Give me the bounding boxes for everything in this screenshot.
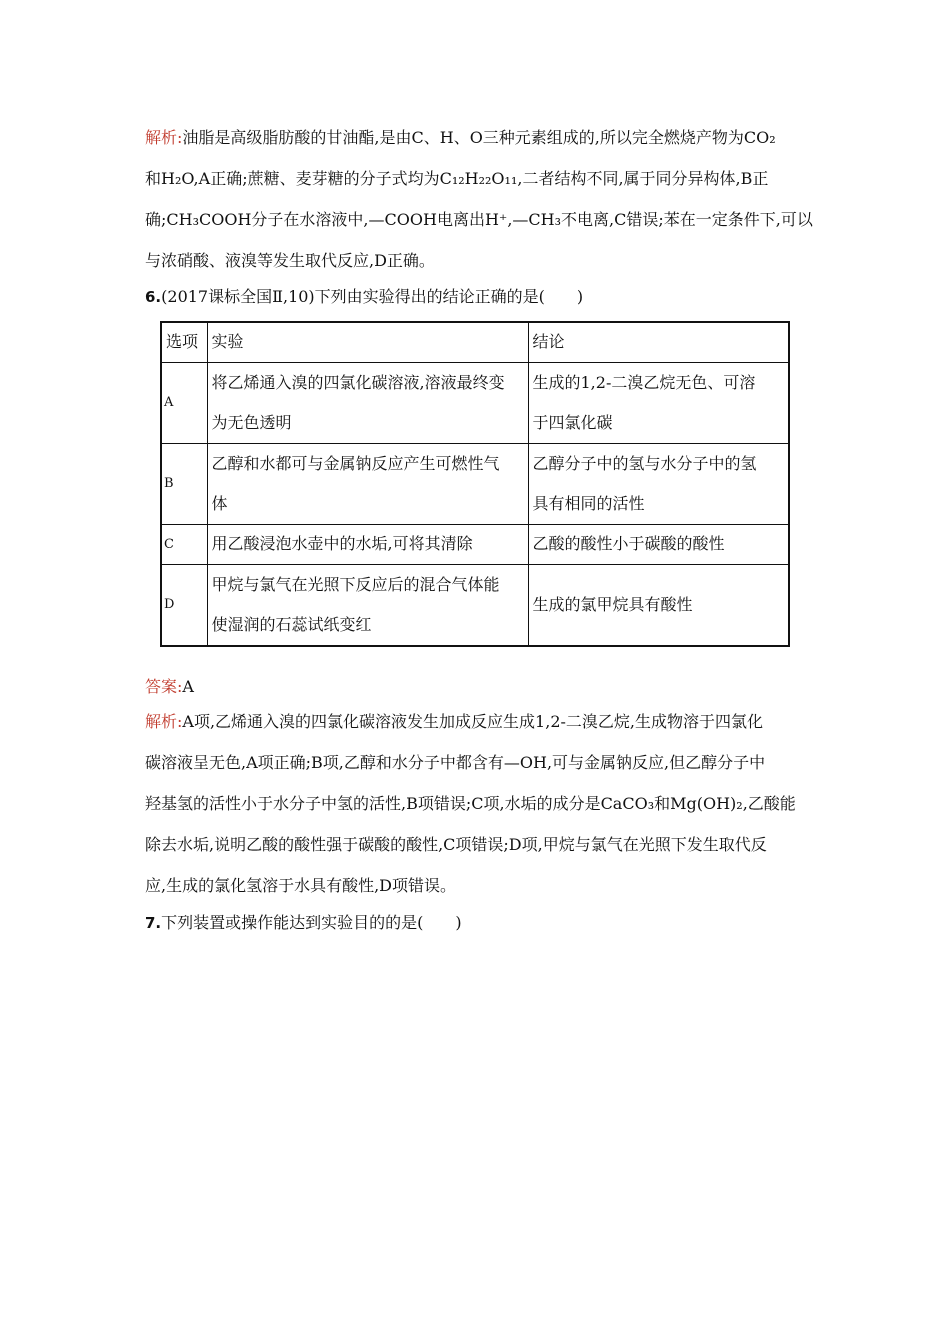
- analysis-6-line-5: 应,生成的氯化氢溶于水具有酸性,D项错误。: [145, 876, 457, 895]
- conclusion-cell: 生成的氯甲烷具有酸性: [528, 564, 789, 646]
- cell-line: 生成的1,2-二溴乙烷无色、可溶: [532, 372, 756, 392]
- analysis-6-line-4: 除去水垢,说明乙酸的酸性强于碳酸的酸性,C项错误;D项,甲烷与氯气在光照下发生取代反: [145, 835, 767, 854]
- table-row: [161, 443, 789, 524]
- cell-line: 具有相同的活性: [532, 493, 645, 513]
- analysis-label: 解析:: [145, 712, 183, 731]
- analysis-6-line-1: [145, 712, 763, 732]
- option-cell: D: [161, 564, 207, 646]
- experiment-cell: [207, 443, 528, 524]
- question-text: (2017课标全国Ⅱ,10)下列由实验得出的结论正确的是( ): [161, 287, 584, 306]
- header-conclusion: 结论: [528, 322, 789, 362]
- question-7: [145, 913, 462, 933]
- option-cell: C: [161, 524, 207, 564]
- conclusion-cell: [528, 362, 789, 443]
- cell-line: 为无色透明: [211, 412, 292, 432]
- analysis-5-line-3: 确;CH₃COOH分子在水溶液中,—COOH电离出H⁺,—CH₃不电离,C错误;苯在一定条件下,可以: [145, 210, 813, 229]
- experiment-table: [160, 321, 790, 647]
- table-row: [161, 564, 789, 646]
- question-text: 下列装置或操作能达到实验目的的是( ): [161, 913, 462, 932]
- cell-line: 于四氯化碳: [532, 412, 613, 432]
- cell-line: 体: [211, 493, 228, 513]
- experiment-cell: 用乙酸浸泡水壶中的水垢,可将其清除: [207, 524, 528, 564]
- conclusion-cell: 乙酸的酸性小于碳酸的酸性: [528, 524, 789, 564]
- option-cell: A: [161, 362, 207, 443]
- cell-line: 乙醇和水都可与金属钠反应产生可燃性气: [211, 453, 500, 473]
- answer-value: A: [182, 677, 194, 696]
- analysis-text: 油脂是高级脂肪酸的甘油酯,是由C、H、O三种元素组成的,所以完全燃烧产物为CO₂: [182, 128, 776, 147]
- cell-line: 使湿润的石蕊试纸变红: [211, 614, 372, 634]
- analysis-5-line-2: 和H₂O,A正确;蔗糖、麦芽糖的分子式均为C₁₂H₂₂O₁₁,二者结构不同,属于同分异构体,B正: [145, 169, 769, 188]
- question-6: [145, 287, 583, 307]
- analysis-6-line-2: 碳溶液呈无色,A项正确;B项,乙醇和水分子中都含有—OH,可与金属钠反应,但乙醇分子中: [145, 753, 766, 772]
- question-number: 6.: [145, 288, 162, 306]
- cell-line: 将乙烯通入溴的四氯化碳溶液,溶液最终变: [211, 372, 505, 392]
- option-cell: B: [161, 443, 207, 524]
- analysis-5-line-1: [145, 128, 776, 148]
- header-experiment: 实验: [207, 322, 528, 362]
- cell-line: 乙醇分子中的氢与水分子中的氢: [532, 453, 757, 473]
- answer-label: 答案:: [145, 677, 183, 696]
- analysis-label: 解析:: [145, 128, 183, 147]
- header-option: 选项: [161, 322, 207, 362]
- question-number: 7.: [145, 914, 162, 932]
- table-row: [161, 362, 789, 443]
- cell-line: 甲烷与氯气在光照下反应后的混合气体能: [211, 574, 500, 594]
- experiment-cell: [207, 362, 528, 443]
- answer-6: [145, 677, 194, 697]
- conclusion-cell: [528, 443, 789, 524]
- table-row: [161, 524, 789, 564]
- experiment-cell: [207, 564, 528, 646]
- table-header-row: [161, 322, 789, 362]
- analysis-5-line-4: 与浓硝酸、液溴等发生取代反应,D正确。: [145, 251, 435, 270]
- analysis-6-line-3: 羟基氢的活性小于水分子中氢的活性,B项错误;C项,水垢的成分是CaCO₃和Mg(OH)₂,乙酸能: [145, 794, 796, 813]
- analysis-text: A项,乙烯通入溴的四氯化碳溶液发生加成反应生成1,2-二溴乙烷,生成物溶于四氯化: [182, 712, 763, 731]
